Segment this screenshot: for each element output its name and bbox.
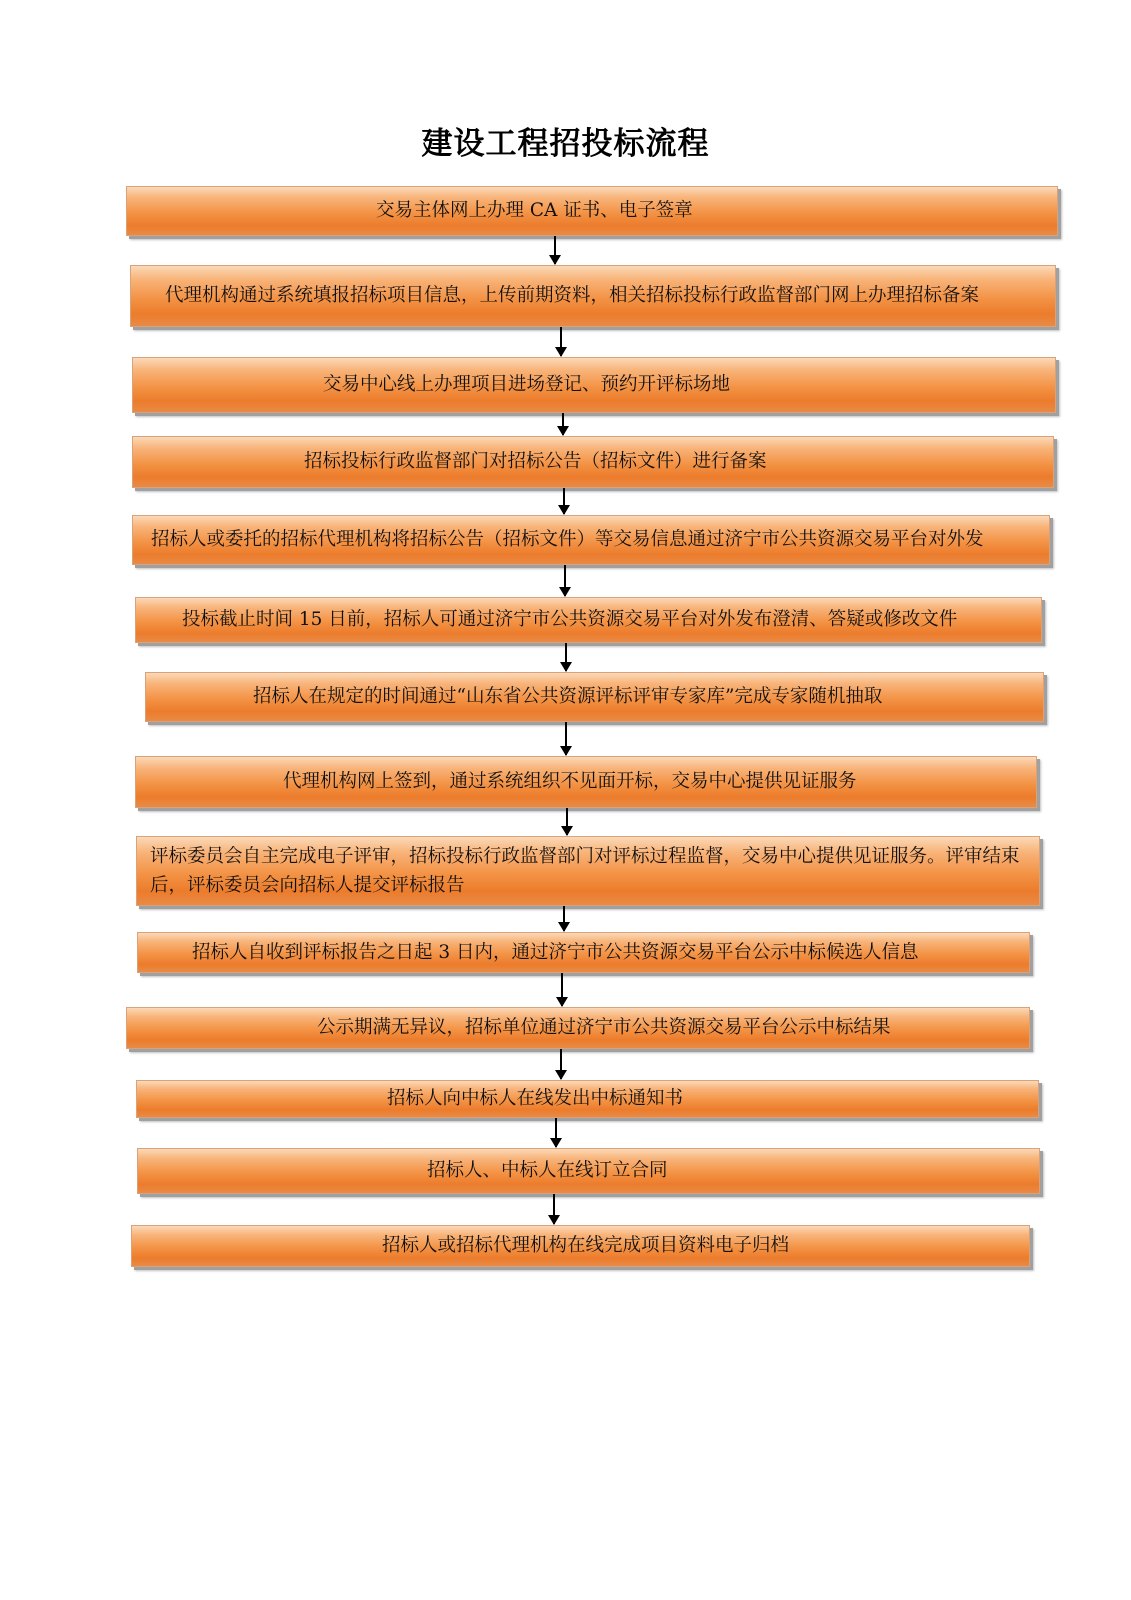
flow-arrow-5 bbox=[564, 565, 566, 596]
flow-arrow-4 bbox=[563, 488, 565, 514]
flow-step-3 bbox=[132, 357, 1056, 413]
page-title: 建设工程招投标流程 bbox=[421, 126, 710, 162]
flow-arrow-1 bbox=[554, 236, 556, 264]
flow-step-7 bbox=[145, 672, 1044, 722]
flow-step-3-text: 交易中心线上办理项目进场登记、预约开评标场地 bbox=[323, 374, 731, 395]
flow-step-1 bbox=[126, 186, 1058, 236]
flow-step-14-text: 招标人或招标代理机构在线完成项目资料电子归档 bbox=[382, 1235, 790, 1256]
flow-step-11 bbox=[126, 1007, 1030, 1049]
flow-step-13-text: 招标人、中标人在线订立合同 bbox=[427, 1160, 668, 1181]
flow-step-5-text: 招标人或委托的招标代理机构将招标公告（招标文件）等交易信息通过济宁市公共资源交易平台对外发 bbox=[151, 529, 984, 550]
flow-step-4-text: 招标投标行政监督部门对招标公告（招标文件）进行备案 bbox=[304, 451, 767, 472]
flow-step-8-text: 代理机构网上签到，通过系统组织不见面开标，交易中心提供见证服务 bbox=[283, 771, 857, 792]
flow-arrow-2 bbox=[560, 327, 562, 356]
flow-step-1-text: 交易主体网上办理 CA 证书、电子签章 bbox=[376, 200, 693, 221]
flow-step-12 bbox=[136, 1080, 1039, 1118]
flow-step-14 bbox=[131, 1225, 1030, 1267]
flow-arrow-8 bbox=[566, 808, 568, 835]
flow-step-7-text: 招标人在规定的时间通过“山东省公共资源评标评审专家库”完成专家随机抽取 bbox=[253, 686, 883, 707]
flow-arrow-10 bbox=[561, 973, 563, 1006]
flow-arrow-12 bbox=[555, 1118, 557, 1147]
flow-step-4 bbox=[132, 436, 1054, 488]
flow-step-11-text: 公示期满无异议，招标单位通过济宁市公共资源交易平台公示中标结果 bbox=[317, 1017, 891, 1038]
flow-step-6 bbox=[135, 597, 1042, 643]
flow-arrow-6 bbox=[565, 643, 567, 671]
flow-arrow-3 bbox=[562, 413, 564, 435]
flow-arrow-11 bbox=[560, 1049, 562, 1079]
flow-step-10 bbox=[137, 932, 1030, 973]
flow-step-9 bbox=[136, 836, 1040, 906]
flow-arrow-13 bbox=[553, 1194, 555, 1224]
flow-arrow-7 bbox=[565, 722, 567, 755]
flow-step-2 bbox=[130, 265, 1056, 327]
flow-step-6-text: 投标截止时间 15 日前，招标人可通过济宁市公共资源交易平台对外发布澄清、答疑或修改文件 bbox=[182, 609, 958, 630]
flow-step-13 bbox=[137, 1148, 1040, 1194]
flow-step-2-text: 代理机构通过系统填报招标项目信息，上传前期资料，相关招标投标行政监督部门网上办理招标备案 bbox=[165, 285, 980, 306]
flow-step-5 bbox=[132, 515, 1050, 565]
flow-step-10-text: 招标人自收到评标报告之日起 3 日内，通过济宁市公共资源交易平台公示中标候选人信息 bbox=[192, 941, 919, 963]
flow-arrow-9 bbox=[563, 906, 565, 931]
flow-step-8 bbox=[135, 756, 1037, 808]
flow-step-9-text: 评标委员会自主完成电子评审，招标投标行政监督部门对评标过程监督，交易中心提供见证服务。评审结束后，评标委员会向招标人提交评标报告 bbox=[150, 846, 1020, 896]
flow-step-12-text: 招标人向中标人在线发出中标通知书 bbox=[387, 1088, 684, 1109]
